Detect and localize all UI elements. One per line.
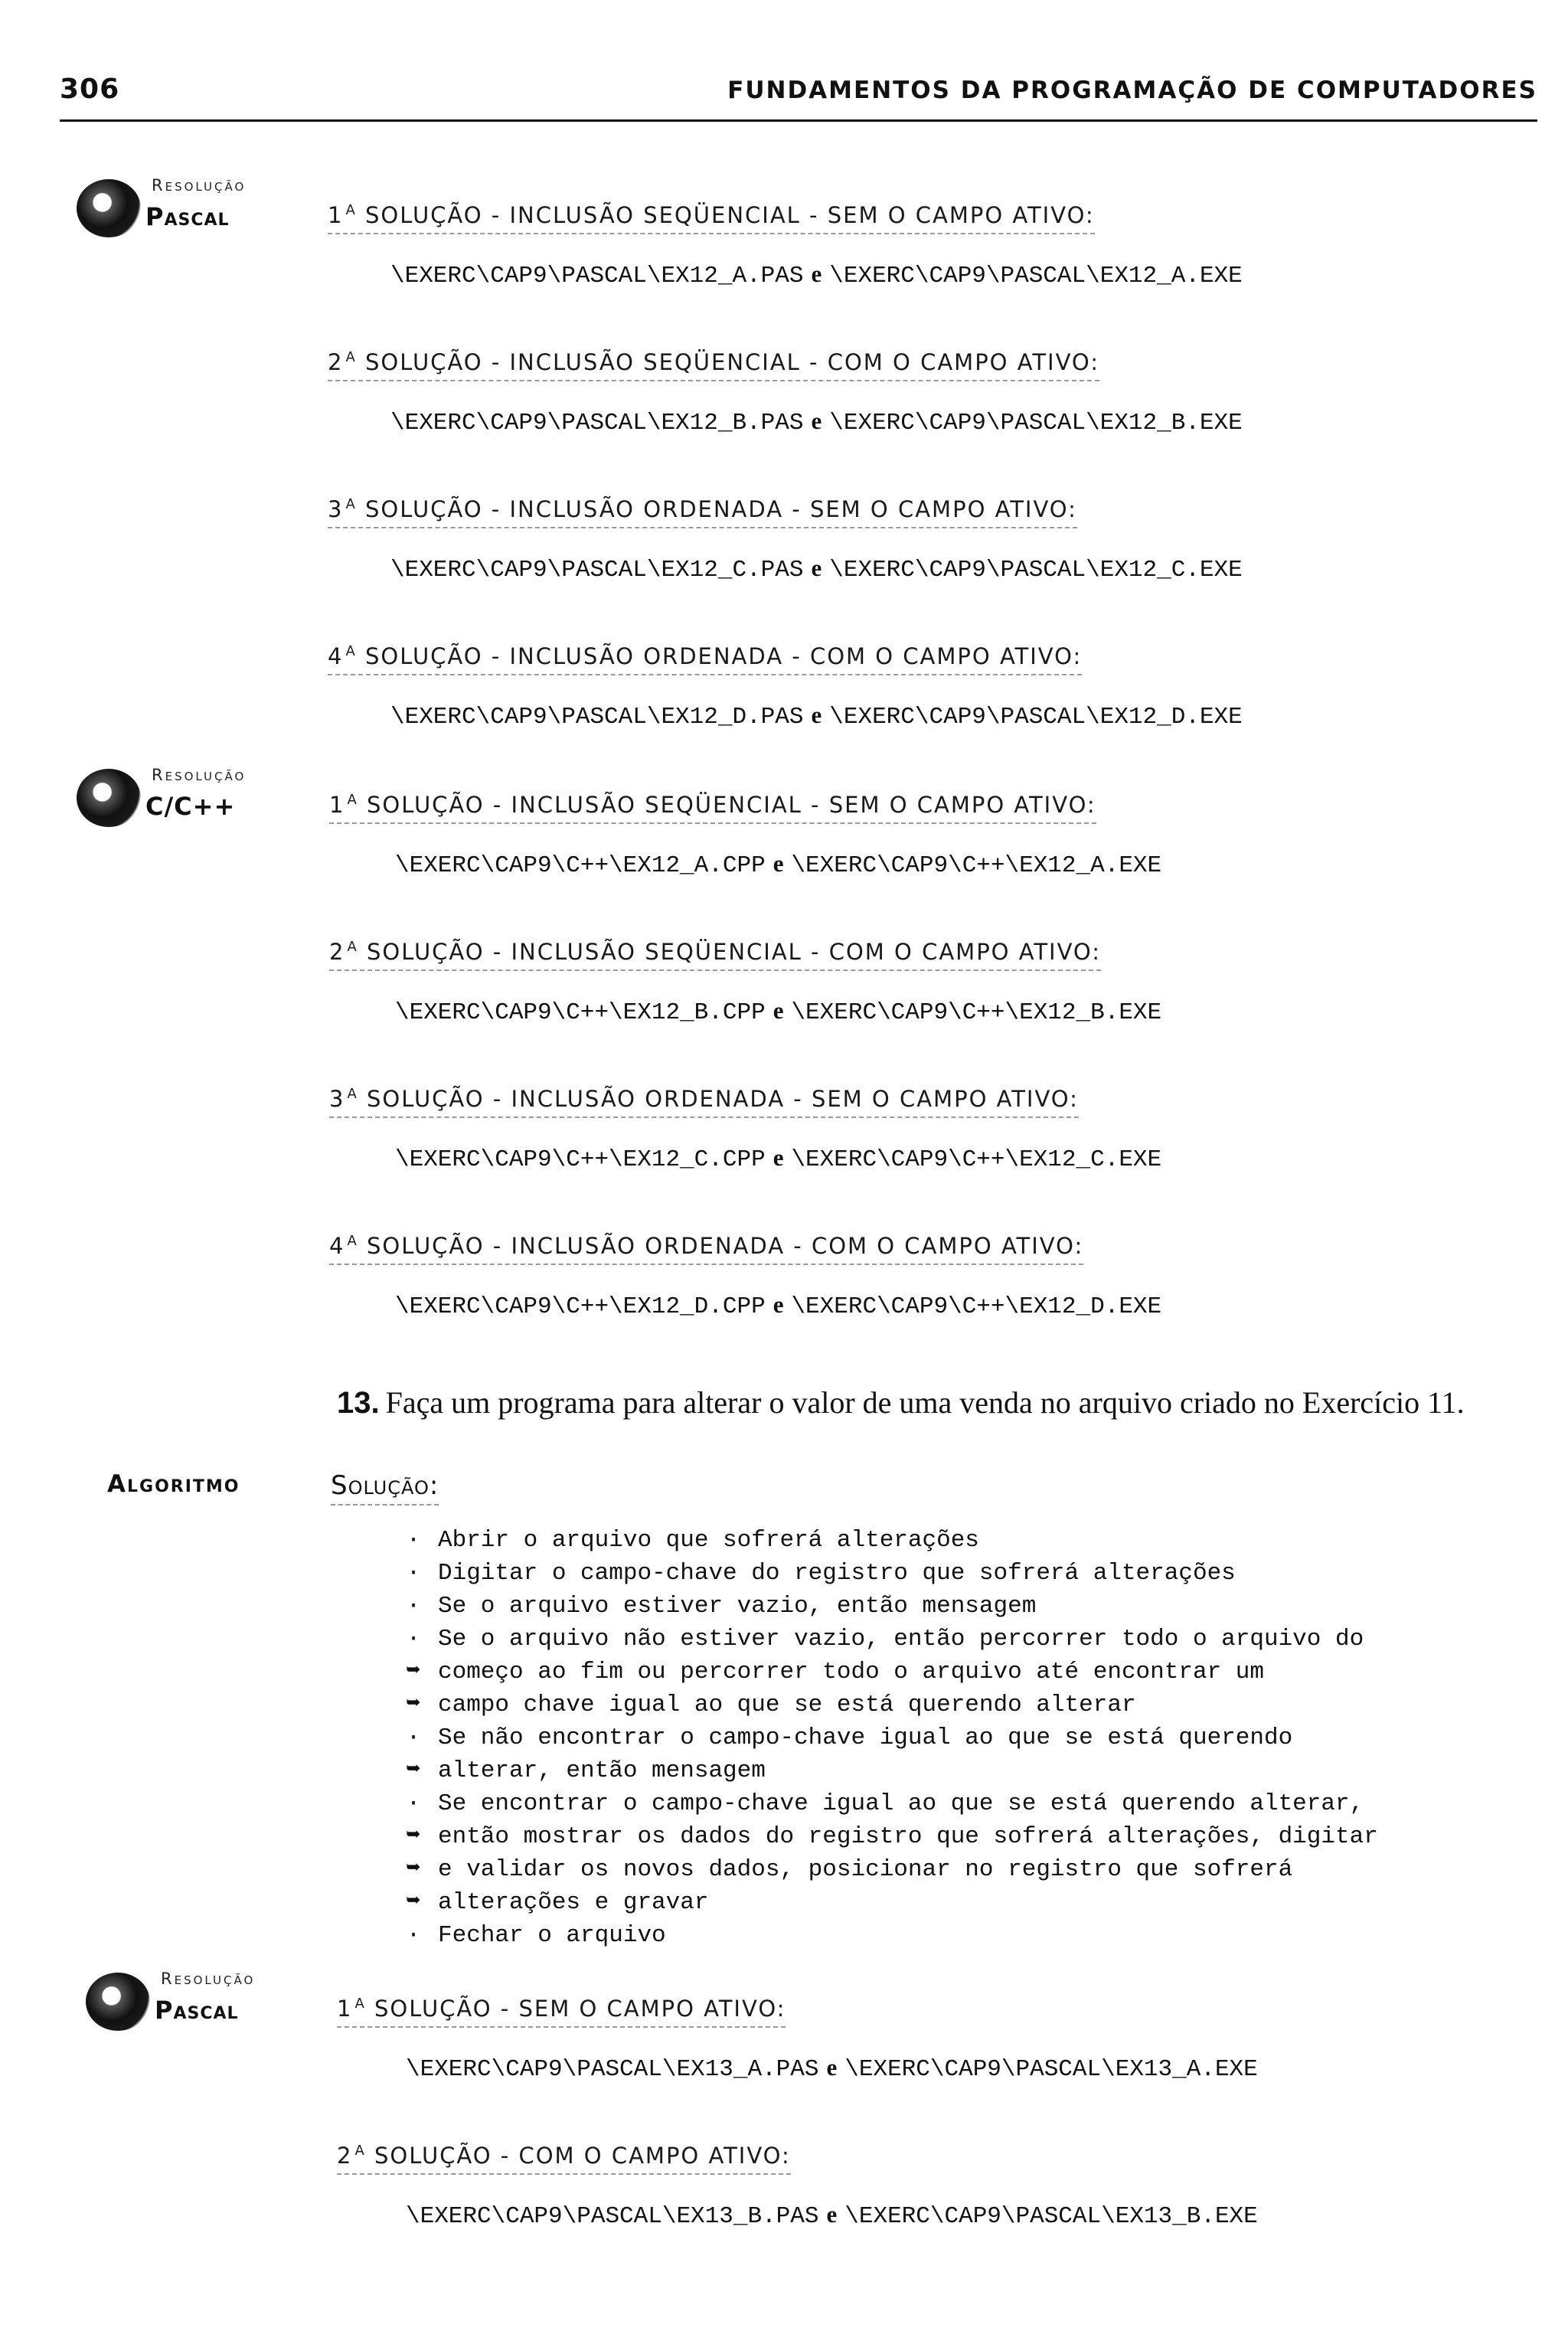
- continuation-arrow-icon: ➥: [406, 1823, 421, 1850]
- algorithm-step-continuation: ➥ alterações e gravar: [398, 1886, 1562, 1919]
- file-path-line: \EXERC\CAP9\PASCAL\EX12_D.PAS e \EXERC\CAP9\PASCAL\EX12_D.EXE: [390, 701, 1243, 731]
- bullet-icon: ·: [406, 1560, 421, 1587]
- algorithm-step: · Digitar o campo-chave do registro que sofrerá alterações: [398, 1557, 1562, 1590]
- solution-heading: 1 $^A$ SOLUÇÃO - INCLUSÃO SEQÜENCIAL - SEM O CAMPO ATIVO:: [329, 792, 1096, 824]
- bullet-icon: ·: [406, 1593, 421, 1620]
- cd-disc-icon: [86, 1973, 150, 2031]
- continuation-arrow-icon: ➥: [406, 1659, 421, 1685]
- cd-disc-icon: [77, 179, 141, 237]
- file-path-line: \EXERC\CAP9\PASCAL\EX13_A.PAS e \EXERC\CAP9\PASCAL\EX13_A.EXE: [406, 2054, 1258, 2083]
- solution-heading: 1 $^A$ SOLUÇÃO - SEM O CAMPO ATIVO:: [337, 1996, 786, 2028]
- algorithm-step: · Se encontrar o campo-chave igual ao que se está querendo alterar,: [398, 1787, 1562, 1820]
- bullet-icon: ·: [406, 1922, 421, 1949]
- cd-disc-icon: [77, 769, 141, 827]
- solution-heading: 3 $^A$ SOLUÇÃO - INCLUSÃO ORDENADA - SEM O CAMPO ATIVO:: [328, 496, 1077, 528]
- resolucao-pascal-badge: [69, 1960, 322, 2037]
- file-path-line: \EXERC\CAP9\C++\EX12_C.CPP e \EXERC\CAP9\C++\EX12_C.EXE: [395, 1144, 1162, 1173]
- badge-language-pascal: Pascal: [145, 202, 230, 231]
- exercise-13-statement: [337, 1385, 1554, 1421]
- bullet-icon: ·: [406, 1527, 421, 1554]
- running-title: FUNDAMENTOS DA PROGRAMAÇÃO DE COMPUTADORES: [727, 77, 1537, 104]
- file-path-line: \EXERC\CAP9\PASCAL\EX12_B.PAS e \EXERC\CAP9\PASCAL\EX12_B.EXE: [390, 407, 1243, 436]
- algorithm-step: · Se o arquivo não estiver vazio, então percorrer todo o arquivo do: [398, 1623, 1562, 1656]
- algorithm-steps: [398, 1524, 1562, 1952]
- algorithm-step: · Abrir o arquivo que sofrerá alterações: [398, 1524, 1562, 1557]
- file-path-line: \EXERC\CAP9\PASCAL\EX12_C.PAS e \EXERC\CAP9\PASCAL\EX12_C.EXE: [390, 554, 1243, 584]
- file-path-line: \EXERC\CAP9\C++\EX12_B.CPP e \EXERC\CAP9\C++\EX12_B.EXE: [395, 997, 1162, 1026]
- solution-heading: 4 $^A$ SOLUÇÃO - INCLUSÃO ORDENADA - COM O CAMPO ATIVO:: [328, 643, 1082, 675]
- file-path-line: \EXERC\CAP9\C++\EX12_D.CPP e \EXERC\CAP9\C++\EX12_D.EXE: [395, 1291, 1162, 1320]
- badge-language-pascal: Pascal: [155, 1996, 239, 2025]
- badge-language-cpp: C/C++: [145, 792, 236, 821]
- algorithm-step: · Se o arquivo estiver vazio, então mensagem: [398, 1590, 1562, 1623]
- algorithm-step-continuation: ➥ e validar os novos dados, posicionar no registro que sofrerá: [398, 1853, 1562, 1886]
- algorithm-step: · Fechar o arquivo: [398, 1919, 1562, 1952]
- file-path-line: \EXERC\CAP9\C++\EX12_A.CPP e \EXERC\CAP9\C++\EX12_A.EXE: [395, 850, 1162, 879]
- bullet-icon: ·: [406, 1790, 421, 1817]
- bullet-icon: ·: [406, 1626, 421, 1653]
- continuation-arrow-icon: ➥: [406, 1856, 421, 1883]
- algorithm-step-continuation: ➥ então mostrar os dados do registro que sofrerá alterações, digitar: [398, 1820, 1562, 1853]
- bullet-icon: ·: [406, 1725, 421, 1751]
- badge-resolucao-label: Resolução: [152, 176, 247, 195]
- badge-resolucao-label: Resolução: [152, 766, 247, 784]
- solucao-heading: Solução:: [331, 1470, 439, 1506]
- continuation-arrow-icon: ➥: [406, 1889, 421, 1916]
- solution-heading: 2 $^A$ SOLUÇÃO - COM O CAMPO ATIVO:: [337, 2143, 791, 2175]
- solution-heading: 1 $^A$ SOLUÇÃO - INCLUSÃO SEQÜENCIAL - SEM O CAMPO ATIVO:: [328, 202, 1095, 234]
- resolucao-cpp-badge: [60, 757, 312, 833]
- exercise-number: 13.: [337, 1386, 380, 1420]
- solution-heading: 4 $^A$ SOLUÇÃO - INCLUSÃO ORDENADA - COM O CAMPO ATIVO:: [329, 1233, 1083, 1265]
- badge-resolucao-label: Resolução: [161, 1970, 256, 1988]
- continuation-arrow-icon: ➥: [406, 1692, 421, 1718]
- file-path-line: \EXERC\CAP9\PASCAL\EX12_A.PAS e \EXERC\CAP9\PASCAL\EX12_A.EXE: [390, 260, 1243, 289]
- page-number: 306: [60, 74, 120, 105]
- file-path-line: \EXERC\CAP9\PASCAL\EX13_B.PAS e \EXERC\CAP9\PASCAL\EX13_B.EXE: [406, 2201, 1258, 2230]
- page-header: [60, 74, 1537, 122]
- solution-heading: 2 $^A$ SOLUÇÃO - INCLUSÃO SEQÜENCIAL - COM O CAMPO ATIVO:: [328, 349, 1099, 381]
- exercise-text: Faça um programa para alterar o valor de uma venda no arquivo criado no Exercício 11.: [385, 1385, 1465, 1420]
- algoritmo-label: Algoritmo: [107, 1470, 240, 1498]
- resolucao-pascal-badge: [60, 167, 312, 244]
- algorithm-step-continuation: ➥ começo ao fim ou percorrer todo o arquivo até encontrar um: [398, 1656, 1562, 1689]
- continuation-arrow-icon: ➥: [406, 1757, 421, 1784]
- algorithm-step-continuation: ➥ alterar, então mensagem: [398, 1754, 1562, 1787]
- algorithm-step: · Se não encontrar o campo-chave igual ao que se está querendo: [398, 1721, 1562, 1754]
- solution-heading: 2 $^A$ SOLUÇÃO - INCLUSÃO SEQÜENCIAL - COM O CAMPO ATIVO:: [329, 939, 1101, 971]
- algorithm-step-continuation: ➥ campo chave igual ao que se está querendo alterar: [398, 1689, 1562, 1721]
- solution-heading: 3 $^A$ SOLUÇÃO - INCLUSÃO ORDENADA - SEM O CAMPO ATIVO:: [329, 1086, 1079, 1118]
